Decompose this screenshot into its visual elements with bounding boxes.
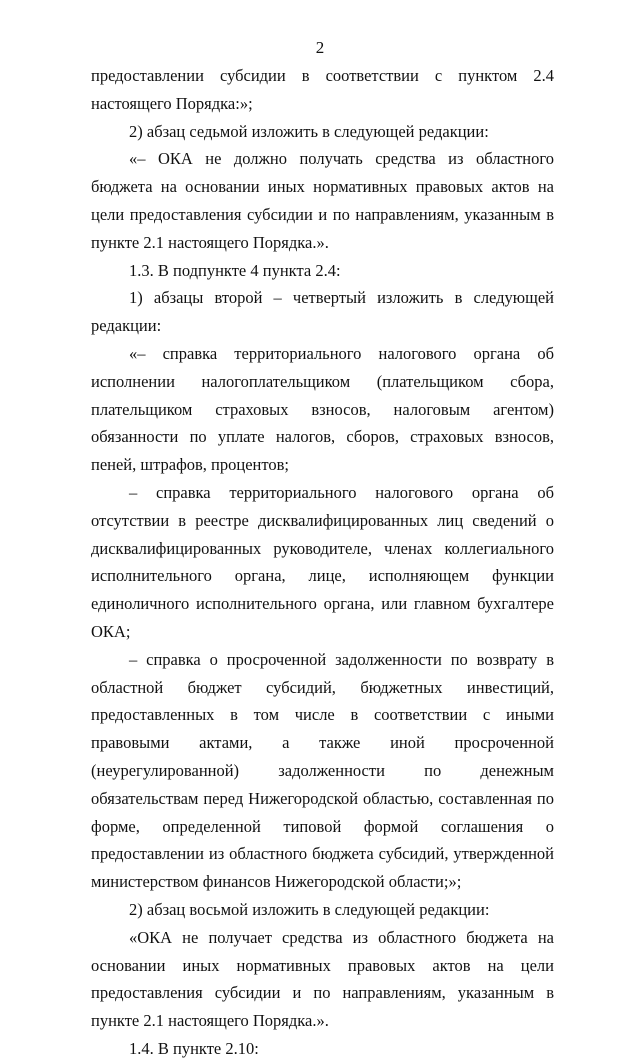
paragraph: – справка территориального налогового органа об отсутствии в реестре дисквалифицированных лиц сведений о дисквалифицированных руководителе, членах коллегиального исполнительного органа, лице, исполняющем функции единоличного исполнительного органа, или главном бухгалтере ОКА; [91, 482, 554, 641]
paragraph: предоставлении субсидии в соответствии с пунктом 2.4 настоящего Порядка:»; [91, 66, 554, 113]
paragraph: 1) абзацы второй – четвертый изложить в следующей редакции: [91, 288, 554, 336]
paragraph: – справка о просроченной задолженности по возврату в областной бюджет субсидий, бюджетных инвестиций, предоставленных в том числе в соответствии с иными правовыми актами, а также иной просроченной (неурегулированной) задолженности по денежным обязательствам перед Нижегородской областью, составленная по форме, определенной типовой формой соглашения о предоставлении из областного бюджета субсидий, утвержденной министерством финансов Нижегородской области;»; [91, 649, 554, 892]
paragraph: 1.4. В пункте 2.10: [129, 1038, 259, 1058]
paragraph: «– справка территориального налогового органа об исполнении налогоплательщиком (плательщиком сбора, плательщиком страховых взносов, налоговым агентом) обязанности по уплате налогов, сборов, страховых взносов, пеней, штрафов, процентов; [91, 343, 554, 475]
paragraph: 2) абзац седьмой изложить в следующей редакции: [129, 121, 489, 141]
paragraph: 2) абзац восьмой изложить в следующей редакции: [129, 899, 490, 919]
paragraph: 1.3. В подпункте 4 пункта 2.4: [129, 260, 341, 280]
paragraph: «ОКА не получает средства из областного бюджета на основании иных нормативных правовых актов на цели предоставления субсидии и по направлениям, указанным в пункте 2.1 настоящего Порядка.». [91, 927, 554, 1031]
paragraph: «– ОКА не должно получать средства из областного бюджета на основании иных нормативных правовых актов на цели предоставления субсидии и по направлениям, указанным в пункте 2.1 настоящего Порядка.». [91, 149, 554, 252]
page-number: 2 [315, 38, 325, 57]
document-body [91, 62, 554, 1063]
